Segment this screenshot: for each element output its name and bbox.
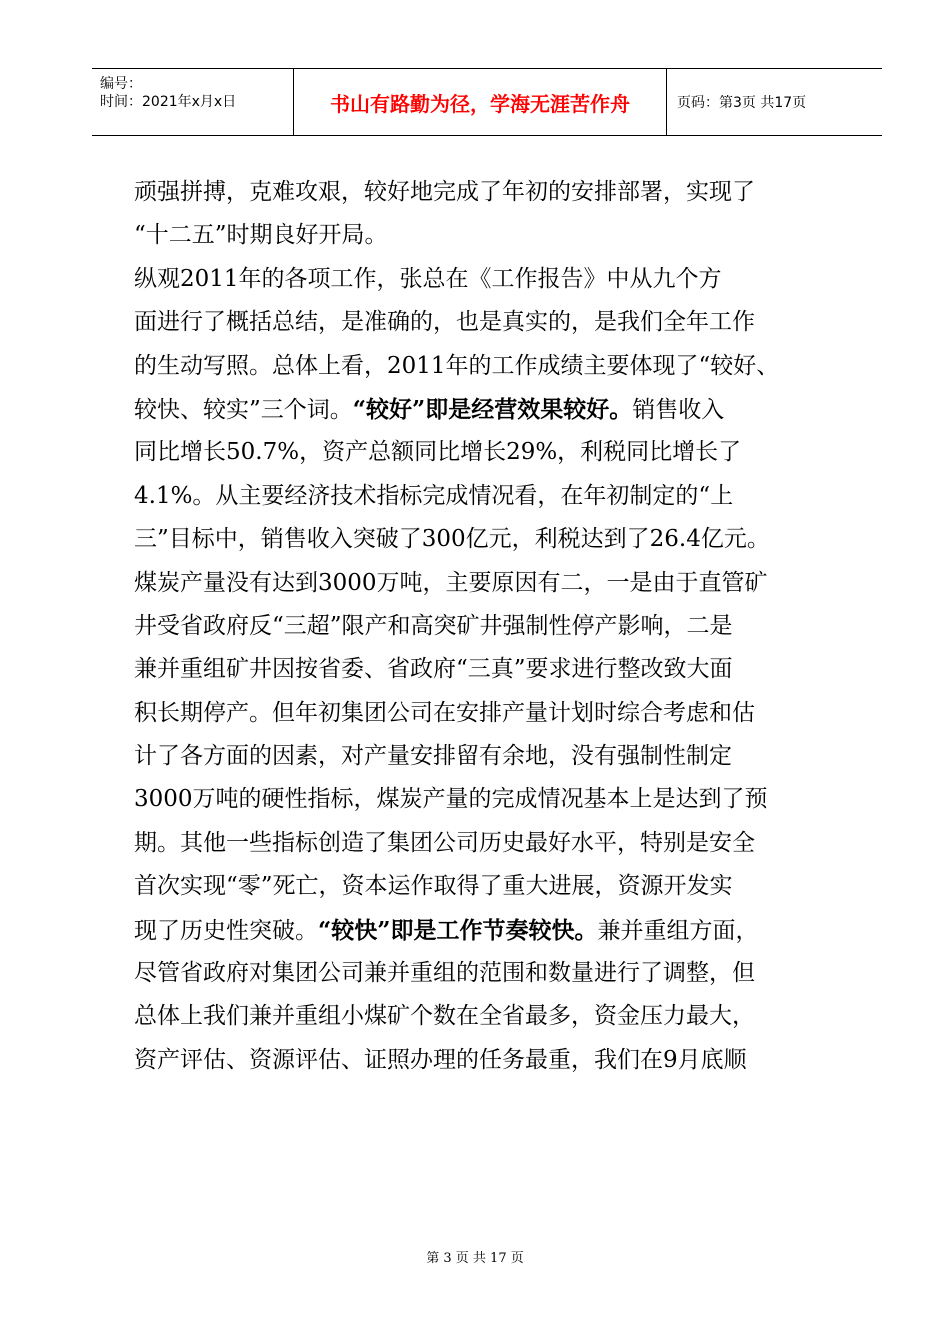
body-line-text: 兼并重组矿井因按省委、省政府“三真”要求进行整改致大面 bbox=[134, 656, 733, 683]
body-line bbox=[134, 388, 834, 431]
body-line-text: 总体上我们兼并重组小煤矿个数在全省最多，资金压力最大， bbox=[134, 1003, 755, 1030]
header-meta bbox=[92, 69, 294, 135]
body-line-text: 期。其他一些指标创造了集团公司历史最好水平，特别是安全 bbox=[134, 829, 755, 856]
body-line bbox=[134, 431, 834, 474]
body-line-text: 销售收入 bbox=[632, 396, 725, 423]
body-line bbox=[134, 562, 834, 605]
body-line bbox=[134, 605, 834, 648]
body-line-text: 积长期停产。但年初集团公司在安排产量计划时综合考虑和估 bbox=[134, 699, 755, 726]
body-line-text: 首次实现“零”死亡，资本运作取得了重大进展，资源开发实 bbox=[134, 873, 733, 900]
body-line-text: “十二五”时期良好开局。 bbox=[134, 222, 388, 249]
body-line bbox=[134, 995, 834, 1038]
body-line-text: 尽管省政府对集团公司兼并重组的范围和数量进行了调整，但 bbox=[134, 960, 755, 987]
body-line-emphasis: “较好”即是经营效果较好。 bbox=[352, 395, 633, 423]
body-line bbox=[134, 345, 834, 388]
body-line-text: 煤炭产量没有达到3000万吨，主要原因有二，一是由于直管矿 bbox=[134, 569, 768, 596]
body-text bbox=[134, 171, 834, 1082]
body-line bbox=[134, 258, 834, 301]
page-footer: 第 3 页 共 17 页 bbox=[426, 1251, 524, 1266]
body-line-text: 三”目标中，销售收入突破了300亿元，利税达到了26.4亿元。 bbox=[134, 526, 770, 553]
body-line bbox=[134, 692, 834, 735]
header-page-number: 页码：第3页 共17页 bbox=[677, 95, 807, 111]
body-line bbox=[134, 475, 834, 518]
body-line-text: 现了历史性突破。 bbox=[134, 917, 318, 944]
body-line bbox=[134, 518, 834, 561]
body-line-text: 兼并重组方面， bbox=[597, 917, 759, 944]
body-line-text: 顽强拼搏，克难攻艰，较好地完成了年初的安排部署，实现了 bbox=[134, 179, 755, 205]
body-line-text: 资产评估、资源评估、证照办理的任务最重，我们在9月底顺 bbox=[134, 1046, 747, 1073]
body-line-text: 井受省政府反“三超”限产和高突矿井强制性停产影响，二是 bbox=[134, 612, 733, 639]
body-line bbox=[134, 909, 834, 952]
body-line bbox=[134, 214, 834, 257]
body-line bbox=[134, 171, 834, 214]
page-header bbox=[92, 68, 882, 136]
header-motto: 书山有路勤为径，学海无涯苦作舟 bbox=[294, 69, 667, 135]
body-line-text: 4.1%。从主要经济技术指标完成情况看，在年初制定的“上 bbox=[134, 482, 734, 509]
body-line-text: 3000万吨的硬性指标，煤炭产量的完成情况基本上是达到了预 bbox=[134, 786, 768, 813]
document-time: 时间：2021年x月x日 bbox=[100, 94, 237, 110]
body-line-text: 较快、较实”三个词。 bbox=[134, 396, 353, 423]
document-number: 编号： bbox=[100, 76, 142, 92]
body-line bbox=[134, 648, 834, 691]
body-line bbox=[134, 735, 834, 778]
body-line bbox=[134, 822, 834, 865]
body-line-text: 计了各方面的因素，对产量安排留有余地，没有强制性制定 bbox=[134, 743, 732, 770]
body-line-text: 同比增长50.7%，资产总额同比增长29%，利税同比增长了 bbox=[134, 439, 742, 466]
body-line bbox=[134, 952, 834, 995]
body-line bbox=[134, 865, 834, 908]
body-line bbox=[134, 778, 834, 821]
body-line bbox=[134, 301, 834, 344]
body-line bbox=[134, 1039, 834, 1082]
body-line-text: 纵观2011年的各项工作，张总在《工作报告》中从九个方 bbox=[134, 265, 722, 292]
body-line-text: 的生动写照。总体上看，2011年的工作成绩主要体现了“较好、 bbox=[134, 352, 780, 379]
body-line-text: 面进行了概括总结，是准确的，也是真实的，是我们全年工作 bbox=[134, 309, 755, 336]
body-line-emphasis: “较快”即是工作节奏较快。 bbox=[318, 916, 598, 944]
